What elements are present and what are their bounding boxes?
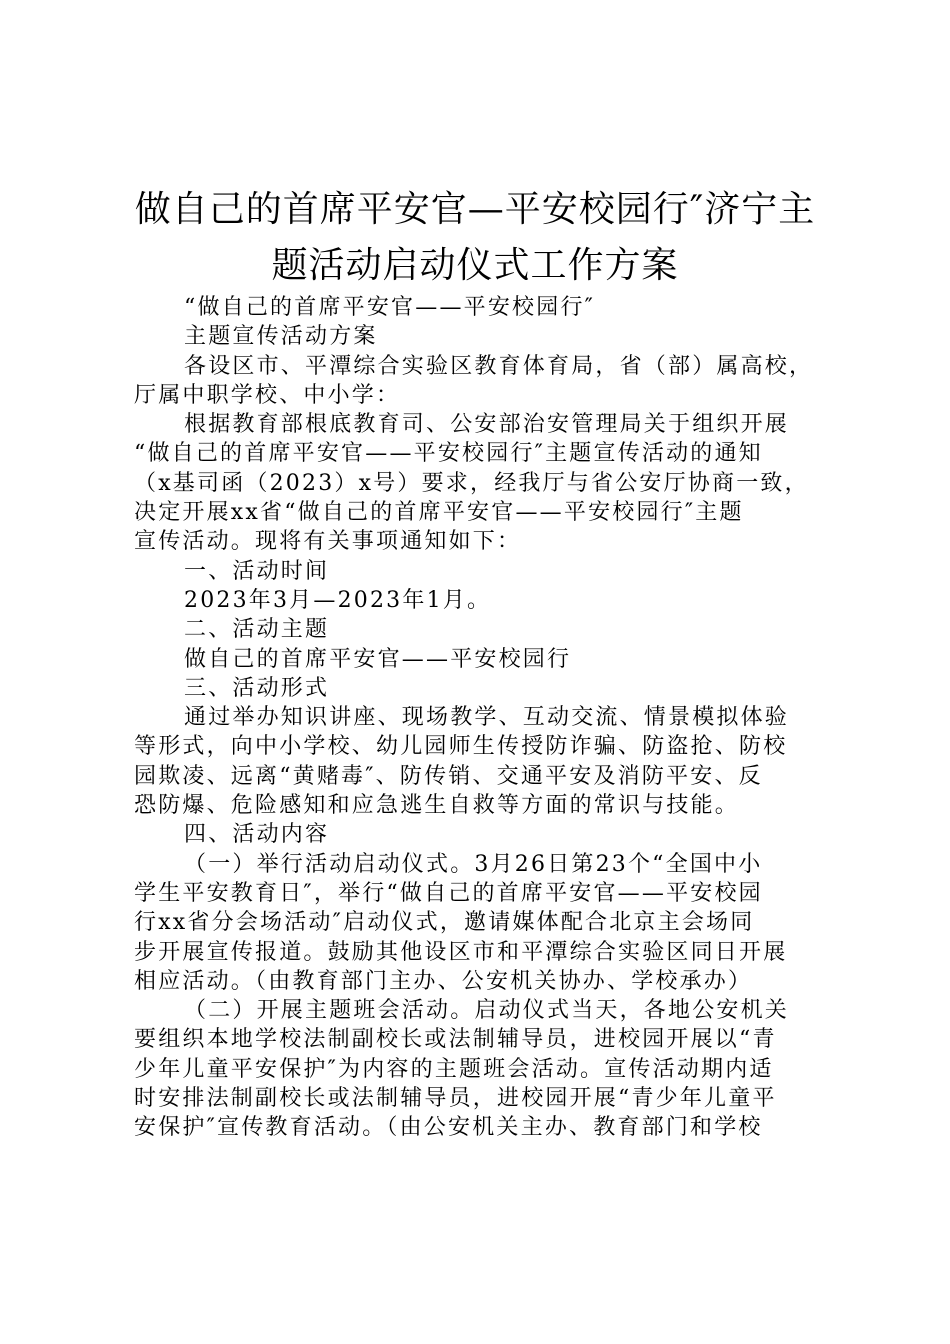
body-line: 宣传活动。现将有关事项通知如下： — [134, 529, 522, 555]
body-line: 学生平安教育日″，举行“做自己的首席平安官——平安校园 — [134, 880, 763, 906]
body-line: 园欺凌、远离“黄赌毒″、防传销、交通平安及消防平安、反 — [134, 763, 763, 789]
body-line: 决定开展xx省“做自己的首席平安官——平安校园行″主题 — [134, 500, 744, 526]
body-line: 四、活动内容 — [184, 822, 330, 848]
body-line: 要组织本地学校法制副校长或法制辅导员，进校园开展以“青 — [134, 1027, 777, 1053]
body-line: 时安排法制副校长或法制辅导员，进校园开展“青少年儿童平 — [134, 1086, 777, 1112]
body-line: 2023年3月—2023年1月。 — [184, 587, 492, 613]
body-line: 厅属中职学校、中小学： — [134, 382, 401, 408]
document-title-line-1: 做自己的首席平安官—平安校园行″济宁主 — [134, 189, 816, 230]
body-line: 安保护″宣传教育活动。（由公安机关主办、教育部门和学校 — [134, 1115, 763, 1141]
body-line: 等形式，向中小学校、幼儿园师生传授防诈骗、防盗抢、防校 — [134, 734, 788, 760]
body-line: 根据教育部根底教育司、公安部治安管理局关于组织开展 — [184, 412, 790, 438]
body-line: 少年儿童平安保护″为内容的主题班会活动。宣传活动期内适 — [134, 1056, 774, 1082]
body-line: 做自己的首席平安官——平安校园行 — [184, 646, 572, 672]
body-line: 相应活动。（由教育部门主办、公安机关协办、学校承办） — [134, 968, 753, 994]
body-line: 二、活动主题 — [184, 617, 330, 643]
body-line: “做自己的首席平安官——平安校园行″ — [184, 295, 596, 320]
document-title-line-2: 题活动启动仪式工作方案 — [271, 245, 679, 286]
body-line: 恐防爆、危险感知和应急逃生自救等方面的常识与技能。 — [134, 793, 740, 819]
body-line: （二）开展主题班会活动。启动仪式当天，各地公安机关 — [184, 998, 790, 1024]
body-line: 一、活动时间 — [184, 558, 330, 584]
body-line: “做自己的首席平安官——平安校园行″主题宣传活动的通知 — [134, 441, 763, 467]
body-line: 行xx省分会场活动″启动仪式，邀请媒体配合北京主会场同 — [134, 910, 755, 936]
body-line: （x基司函（2023）x号）要求，经我厅与省公安厅协商一致， — [134, 470, 809, 496]
body-line: 各设区市、平潭综合实验区教育体育局，省（部）属高校， — [184, 353, 814, 379]
body-line: （一）举行活动启动仪式。3月26日第23个“全国中小 — [184, 851, 763, 877]
body-line: 通过举办知识讲座、现场教学、互动交流、情景模拟体验 — [184, 705, 790, 731]
document-body — [134, 293, 834, 1143]
body-line: 三、活动形式 — [184, 675, 330, 701]
body-line: 步开展宣传报道。鼓励其他设区市和平潭综合实验区同日开展 — [134, 939, 788, 965]
body-line: 主题宣传活动方案 — [184, 324, 378, 350]
